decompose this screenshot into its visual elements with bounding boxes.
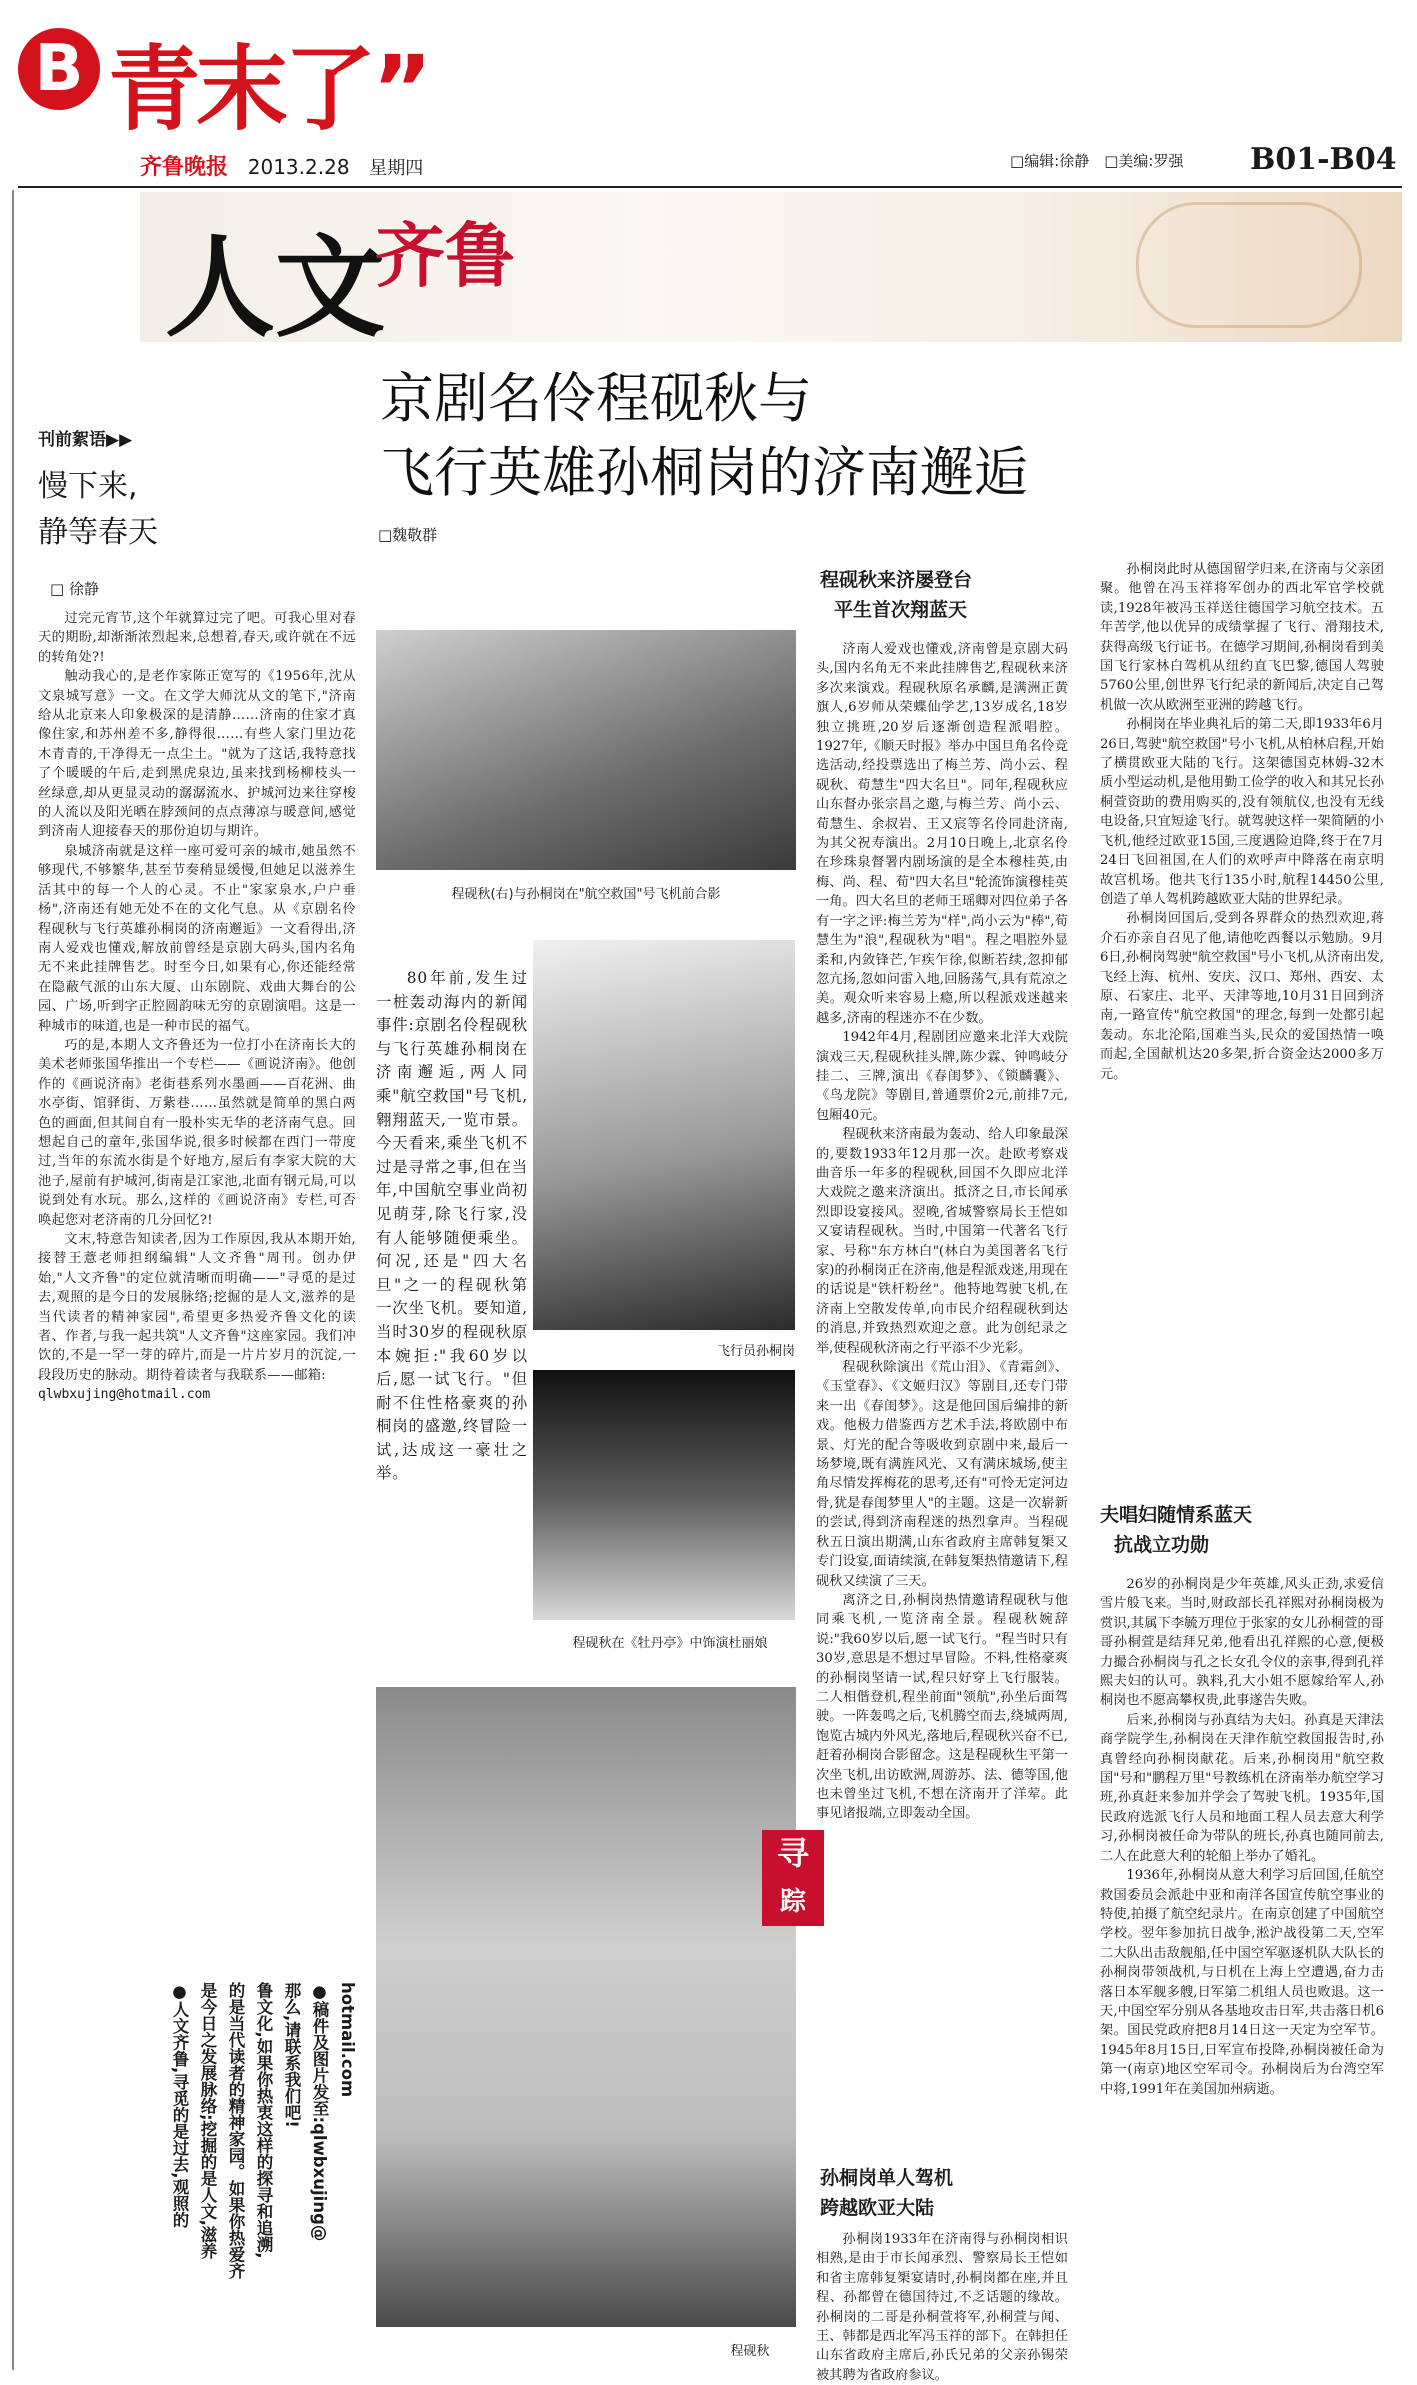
section-heading: 程砚秋来济屡登台 平生首次翔蓝天 — [820, 569, 973, 621]
paragraph: 26岁的孙桐岗是少年英雄,风头正劲,求爱信雪片般飞来。当时,财政部长孔祥熙对孙桐岗极为赏识,其属下李毓万理位于张家的女儿孙桐萱的哥哥孙桐萱是结拜兄弟,他看出孔祥熙的心意,便极力撮合孙桐岗与孔之长女孔令仪的亲事,得到孔祥熙夫妇的认可。孰料,孔大小姐不愿嫁给军人,孙桐岗也不愿高攀权贵,此事遂告失败。 — [1100, 1577, 1384, 1709]
contact-box — [158, 1982, 358, 2362]
paragraph: 过完元宵节,这个年就算过完了吧。可我心里对春天的期盼,却渐渐浓烈起来,总想着,春天,或许就在不远的转角处?! — [38, 611, 356, 665]
issue-date: 2013.2.28 — [247, 155, 350, 179]
masthead-title: 青末了” — [108, 36, 429, 143]
photo-caption: 程砚秋 — [730, 2344, 770, 2359]
email-address: qlwbxujing@hotmail.com — [38, 1387, 211, 1403]
paragraph: 泉城济南就是这样一座可爱可亲的城市,她虽然不够现代,不够繁华,甚至节奏稍显缓慢,但她足以滋养生活其中的每一个人的心灵。不止"家家泉水,户户垂杨",济南还有她无处不在的文化气息。从《京剧名伶程砚秋与飞行英雄孙桐岗的济南邂逅》一文看得出,济南人爱戏也懂戏,解放前曾经是京剧大码头,国内名角无不来此挂牌售艺。时至今日,如果有心,你还能经常在隐蔽气派的山东大厦、山东剧院、戏曲大舞台的公园、广场,听到字正腔圆韵味无穷的京剧演唱。这是一种城市的味道,也是一种市民的福气。 — [38, 843, 356, 1034]
paragraph: 离济之日,孙桐岗热情邀请程砚秋与他同乘飞机,一览济南全景。程砚秋婉辞说:"我60岁以后,愿一试飞行。"程当时只有30岁,意思是不想过早冒险。不料,性格豪爽的孙桐岗坚请一试,程只好穿上飞行服装。二人相偕登机,程坐前面"领航",孙坐后面驾驶。一阵轰鸣之后,飞机腾空而去,绕城两周,饱览古城内外风光,落地后,程砚秋兴奋不已,赶着孙桐岗合影留念。这是程砚秋生平第一次坐飞机,出访欧洲,周游苏、法、德等国,他也未曾坐过飞机,不想在济南开了洋荤。此事见诸报端,立即轰动全国。 — [816, 1592, 1068, 1822]
contact-line: 那么,请联系我们吧! — [282, 1982, 301, 2128]
paragraph: 后来,孙桐岗与孙真结为夫妇。孙真是天津法商学院学生,孙桐岗在天津作航空救国报告时,孙真曾经向孙桐岗献花。后来,孙桐岗用"航空救国"号和"鹏程万里"号教练机在济南举办航空学习班,孙真赶来参加并学会了驾驶飞机。1935年,国民政府选派飞行人员和地面工程人员去意大利学习,孙桐岗被任命为带队的班长,孙真也随同前去,二人在此意大利的轮船上举办了婚礼。 — [1100, 1712, 1384, 1864]
paragraph: 孙桐岗在毕业典礼后的第二天,即1933年6月26日,驾驶"航空救国"号小飞机,从柏林启程,开始了横贯欧亚大陆的飞行。这架德国克林姆-32木质小型运动机,是他用勤工俭学的收入和其兄长孙桐萱资助的费用购买的,没有领航仪,也没有无线电设备,只宜短途飞行。就驾驶这样一架简陋的小飞机,他经过欧亚15国,三度遇险迫降,终于在7月24日飞回祖国,在人们的欢呼声中降落在南京明故宫机场。他共飞行135小时,航程14450公里,创造了单人驾机跨越欧亚大陆的世界纪录。 — [1100, 717, 1384, 907]
paragraph: 程砚秋除演出《荒山泪》、《青霜剑》、《玉堂春》、《文姬归汉》等剧目,还专门带来一出《春闺梦》。这是他回国后编排的新戏。他极力借鉴西方艺术手法,将欧剧中布景、灯光的配合等吸收到京剧中来,最后一场梦境,既有满旌风光、又有满床城场,使主角尽情发挥梅花的思考,还有"可怜无定河边骨,犹是春闺梦里人"的主题。这是一次崭新的尝试,得到济南程迷的热烈拿声。当程砚秋五日演出期满,山东省政府主席韩复榘又专门设宴,面请续演,在韩复榘热情邀请下,程砚秋又续演了三天。 — [816, 1360, 1068, 1589]
editorial-title: 慢下来, 静等春天 — [38, 469, 158, 550]
section-logo-text: 人文 — [165, 223, 385, 352]
cloud-ornament — [1136, 202, 1362, 328]
contact-line: ●人文齐鲁,寻觅的是过去,观照的 — [170, 1982, 189, 2229]
contact-line: 鲁文化,如果你热衷这样的探寻和追溯, — [254, 1982, 273, 2259]
article-column — [816, 2230, 1068, 2383]
intro-text: 80年前,发生过一桩轰动海内的新闻事件:京剧名伶程砚秋与飞行英雄孙桐岗在济南邂逅,两人同乘"航空救国"号飞机,翱翔蓝天,一览市景。今天看来,乘坐飞机不过是寻常之事,但在当年,中国航空事业尚初见萌芽,除飞行家,没有人能够随便乘坐。何况,还是"四大名旦"之一的程砚秋第一次坐飞机。要知道,当时30岁的程砚秋原本婉拒:"我60岁以后,愿一试飞行。"但耐不住性格豪爽的孙桐岗的盛邀,终冒险一试,达成这一豪壮之举。 — [376, 969, 528, 1483]
photo-pilot — [533, 940, 795, 1330]
issue-weekday: 星期四 — [369, 158, 424, 179]
headline-line-1: 京剧名伶程砚秋与 — [380, 367, 812, 430]
issue-line — [140, 150, 423, 180]
byline: □魏敬群 — [378, 526, 438, 544]
article-column-right — [1100, 1575, 1384, 2365]
intro-column — [376, 967, 528, 1486]
section-heading: 夫唱妇随情系蓝天 抗战立功勋 — [1100, 1504, 1253, 1556]
photo-airplane — [376, 630, 796, 870]
paragraph: 1942年4月,程剧团应邀来北洋大戏院演戏三天,程砚秋挂头牌,陈少霖、钟鸣岐分挂二、三牌,演出《春闺梦》、《锁麟囊》、《鸟龙院》等剧目,普通票价2元,前排7元,包厢40元。 — [816, 1030, 1068, 1123]
editors-credit: □编辑:徐静 □美编:罗强 — [1010, 152, 1184, 170]
section-logo-red: 齐鲁 — [375, 214, 515, 297]
contact-line: 是今日之发展脉络;挖掘的是人文,滋养 — [198, 1982, 217, 2259]
kicker: 刊前絮语▶▶ — [38, 430, 133, 450]
editorial-column — [38, 425, 356, 1402]
contact-line: hotmail.com — [338, 1982, 357, 2098]
contact-line: 的是当代读者的精神家园。如果你热爱齐 — [226, 1982, 245, 2279]
section-b-logo: B — [18, 28, 100, 110]
photo-caption: 程砚秋(右)与孙桐岗在"航空救国"号飞机前合影 — [451, 887, 721, 902]
paragraph: 1936年,孙桐岗从意大利学习后回国,任航空救国委员会派赴中亚和南洋各国宣传航空事业的特使,拍摄了航空纪录片。在南京创建了中国航空学校。翌年参加抗日战争,淞沪战役第二天,空军二大队出击敌舰船,任中国空军驱逐机队大队长的孙桐岗带领战机,与日机在上海上空遭遇,奋力击落日本军舰多艘,日军第二机组人员也败退。这一天,中国空军分别从各基地攻击日军,共击落日机6架。国民党政府把8月14日这一天定为空军节。1945年8月15日,日军宣布投降,孙桐岗被任命为第一(南京)地区空军司令。孙桐岗后为台湾空军中将,1991年在美国加州病逝。 — [1100, 1868, 1384, 2097]
photo-opera — [533, 1370, 795, 1620]
paragraph: 文末,特意告知读者,因为工作原因,我从本期开始,接替王薏老师担纲编辑"人文齐鲁"周刊。创办伊始,"人文齐鲁"的定位就清晰而明确——"寻觅的是过去,观照的是今日的发展脉络;挖掘的是人文,滋养的是当代读者的精神家园",希望更多热爱齐鲁文化的读者、作者,与我一起共筑"人文齐鲁"这座家园。我们冲饮的,不是一罕一芽的碎片,而是一片片岁月的沉淀,一段段历史的脉动。期待着读者与我联系——邮箱: — [38, 1232, 356, 1383]
article-column — [816, 640, 1068, 1824]
photo-portrait — [376, 1687, 796, 2327]
page-range: B01-B04 — [1250, 142, 1397, 177]
paragraph: 孙桐岗1933年在济南得与孙桐岗相识相熟,是由于市长闻承烈、警察局长王恺如和省主席韩复榘宴请时,孙桐岗都在座,并且程、孙都曾在德国待过,不乏话题的缘故。孙桐岗的二哥是孙桐萱将军,孙桐萱与闻、王、韩都是西北军冯玉祥的部下。在韩担任山东省政府主席后,孙氏兄弟的父亲孙锡荣被其聘为省政府参议。 — [816, 2232, 1068, 2383]
contact-line: ●稿件及图片发至:qlwbxujing@ — [310, 1982, 329, 2242]
section-logo — [165, 200, 515, 358]
paragraph: 孙桐岗此时从德国留学归来,在济南与父亲团聚。他曾在冯玉祥将军创办的西北军官学校就读,1928年被冯玉祥送往德国学习航空技术。五年苦学,他以优异的成绩掌握了飞行、滑翔技术,获得高级飞行证书。在德学习期间,孙桐岗看到美国飞行家林白驾机从纽约直飞巴黎,德国人驾驶5760公里,创世界飞行纪录的新闻后,决定自己驾机做一次从欧洲至亚洲的跨越飞行。 — [1100, 562, 1384, 713]
paragraph: 济南人爱戏也懂戏,济南曾是京剧大码头,国内名角无不来此挂牌售艺,程砚秋来济多次来演戏。程砚秋原名承麟,是满洲正黄旗人,6岁师从荣蝶仙学艺,13岁成名,18岁独立挑班,20岁后逐渐创造程派唱腔。1927年,《顺天时报》举办中国旦角名伶竞选活动,经投票选出了梅兰芳、尚小云、程砚秋、荀慧生"四大名旦"。同年,程砚秋应山东督办张宗昌之邀,与梅兰芳、尚小云、荀慧生、余叔岩、王又宸等名伶同赴济南,为其父祝寿演出。2月10日晚上,北京名伶在珍珠泉督署内剧场演的是全本穆桂英,由梅、尚、程、荀"四大名旦"轮流饰演穆桂英一角。四大名旦的老师王瑶卿对四位弟子各有一字之评:梅兰芳为"样",尚小云为"棒",荀慧生为"浪",程砚秋为"唱"。程之唱腔外显柔和,内敛锋芒,乍疾乍徐,似断若续,忽抑郁忽亢扬,忽如问雷入地,回肠荡气,具有荒凉之美。观众听来容易上瘾,所以程派戏迷越来越多,济南的程迷亦不在少数。 — [816, 642, 1068, 1026]
paper-name: 齐鲁晚报 — [140, 154, 229, 180]
column-seal: 寻 踪 — [762, 1830, 824, 1926]
headline-line-2: 飞行英雄孙桐岗的济南邂逅 — [380, 441, 1028, 504]
editorial-author: □ 徐静 — [50, 580, 99, 598]
paragraph: 巧的是,本期人文齐鲁还为一位打小在济南长大的美术老师张国华推出一个专栏——《画说济南》。他创作的《画说济南》老街巷系列水墨画——百花洲、曲水亭街、馆驿街、万紫巷……虽然就是简单的黑白两色的画面,但其间自有一股朴实无华的老济南气息。回想起自己的童年,张国华说,很多时候都在西门一带度过,当年的东流水街是个好地方,屋后有李家大院的大池子,屋前有护城河,街南是江家池,北面有钢元局,可以说到处有水玩。那么,这样的《画说济南》专栏,可否唤起您对老济南的几分回忆?! — [38, 1037, 356, 1228]
paragraph: 程砚秋来济南最为轰动、给人印象最深的,要数1933年12月那一次。赴欧考察戏曲音乐一年多的程砚秋,回国不久即应北洋大戏院之邀来济演出。抵济之日,市长闻承烈即设宴接风。翌晚,省城警察局长王恺如又宴请程砚秋。当时,中国第一代著名飞行家、号称"东方林白"(林白为美国著名飞行家)的孙桐岗正在济南,他是程派戏迷,用现在的话说是"铁杆粉丝"。他特地驾驶飞机,在济南上空散发传单,向市民介绍程砚秋到达的消息,并致热烈欢迎之意。此为创纪录之举,使程砚秋济南之行平添不少光彩。 — [816, 1127, 1068, 1356]
paragraph: 孙桐岗回国后,受到各界群众的热烈欢迎,蒋介石亦亲自召见了他,请他吃西餐以示勉励。9月6日,孙桐岗驾驶"航空救国"号小飞机,从济南出发,飞经上海、杭州、安庆、汉口、郑州、西安、太原、石家庄、北平、天津等地,10月31日回到济南,一路宣传"航空救国"的理念,每到一处都引起轰动。东北沦陷,国难当头,民众的爱国热情一唤而起,全国献机达20多架,折合资金达2000多万元。 — [1100, 911, 1384, 1082]
headline — [380, 362, 1180, 510]
paragraph: 触动我心的,是老作家陈正宽写的《1956年,沈从文泉城写意》一文。在文学大师沈从文的笔下,"济南给从北京来人印象极深的是清静……济南的住家才真像住家,和苏州差不多,静得很……有些人家门里边花木青青的,干净得无一点尘土。"就为了这话,我特意找了个暖暖的午后,走到黑虎泉边,虽来找到杨柳枝头一丝绿意,却从更显灵动的潺潺流水、护城河边来往穿梭的人流以及阳光晒在脖颈间的点点薄凉与暖意间,感觉到济南人迎接春天的那份迫切与期许。 — [38, 669, 356, 840]
header-rule — [18, 186, 1402, 188]
left-border — [12, 190, 14, 2370]
article-column-right — [1100, 560, 1384, 1084]
photo-caption: 飞行员孙桐岗 — [716, 1344, 795, 1359]
photo-caption: 程砚秋在《牡丹亭》中饰演杜丽娘 — [572, 1636, 768, 1651]
masthead — [18, 14, 718, 143]
section-heading: 孙桐岗单人驾机 跨越欧亚大陆 — [820, 2167, 954, 2219]
